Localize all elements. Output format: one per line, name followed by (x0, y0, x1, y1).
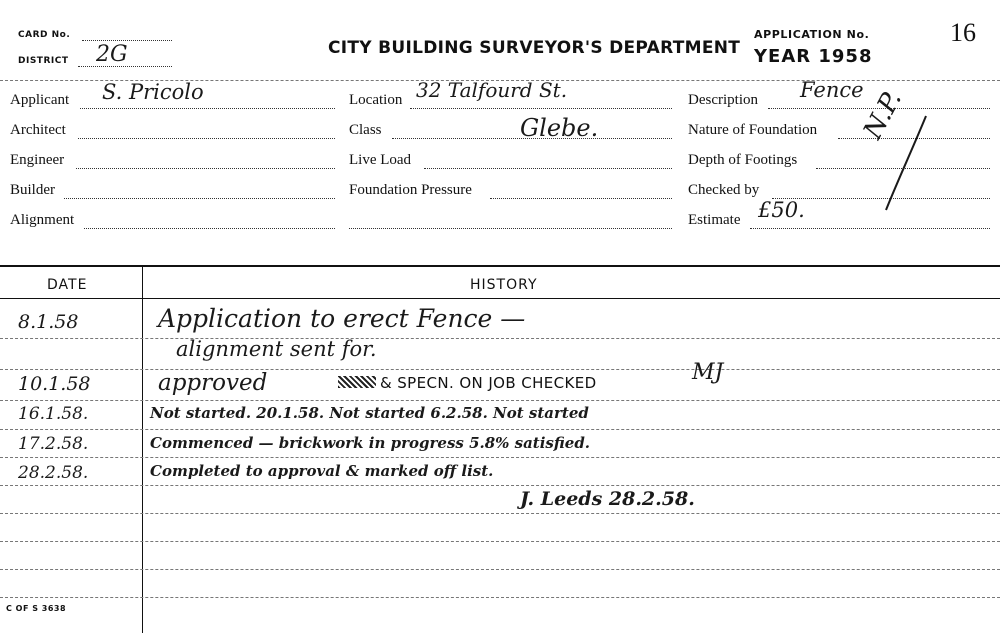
history-header: HISTORY (470, 277, 538, 293)
nature-of-foundation-label: Nature of Foundation (688, 122, 818, 138)
engineer-label: Engineer (10, 152, 65, 168)
history-row-stamp: & SPECN. ON JOB CHECKED (380, 374, 597, 392)
live-load-label: Live Load (349, 152, 412, 168)
alignment-label: Alignment (10, 212, 75, 228)
checked-by-label: Checked by (688, 182, 760, 198)
estimate-line (750, 228, 990, 229)
district-label: DISTRICT (18, 56, 69, 66)
description-value: Fence (800, 78, 864, 102)
history-header-border (0, 298, 1000, 299)
card-no-line (82, 40, 172, 41)
location-label: Location (349, 92, 403, 108)
rule-line (0, 485, 1000, 486)
history-row-date: 10.1.58 (18, 373, 91, 395)
architect-label: Architect (10, 122, 66, 138)
department-title: CITY BUILDING SURVEYOR'S DEPARTMENT (328, 38, 741, 58)
rule-line (0, 369, 1000, 370)
history-row-date: 17.2.58. (18, 434, 89, 454)
history-row-date: 8.1.58 (18, 311, 79, 333)
year-label: YEAR 1958 (754, 46, 873, 67)
history-row-entry: alignment sent for. (176, 337, 377, 361)
live-load-line (424, 168, 672, 169)
application-no-label: APPLICATION No. (754, 28, 870, 41)
description-label: Description (688, 92, 758, 108)
district-value: 2G (96, 42, 128, 67)
estimate-value: £50. (758, 198, 805, 222)
location-value: 32 Talfourd St. (416, 78, 568, 102)
application-number: 16 (950, 18, 976, 47)
struck-out-stamp-text (338, 376, 376, 388)
rule-line (0, 457, 1000, 458)
depth-of-footings-label: Depth of Footings (688, 152, 798, 168)
rule-line (0, 513, 1000, 514)
np-annotation: N.P. (858, 85, 908, 145)
rule-line (0, 400, 1000, 401)
foundation-pressure-line (490, 198, 672, 199)
history-top-border (0, 265, 1000, 267)
builder-line (64, 198, 335, 199)
applicant-label: Applicant (10, 92, 70, 108)
blank-line (349, 228, 672, 229)
alignment-line (84, 228, 335, 229)
class-value: Glebe. (520, 114, 599, 142)
foundation-pressure-label: Foundation Pressure (349, 182, 472, 198)
rule-line (0, 338, 1000, 339)
rule-line (0, 569, 1000, 570)
engineer-line (76, 168, 335, 169)
form-code: C OF S 3638 (6, 604, 67, 613)
history-row-entry: Not started. 20.1.58. Not started 6.2.58. Not started (150, 404, 589, 422)
builder-label: Builder (10, 182, 55, 198)
slash-mark (860, 110, 940, 220)
date-header: DATE (47, 277, 88, 293)
card-no-label: CARD No. (18, 30, 71, 40)
location-line (410, 108, 672, 109)
history-row-entry: Commenced — brickwork in progress 5.8% satisfied. (150, 434, 591, 452)
history-row-date: 28.2.58. (18, 463, 89, 483)
applicant-value: S. Pricolo (102, 80, 204, 104)
history-row-initials: MJ (692, 360, 724, 385)
date-column-divider (142, 265, 143, 633)
rule-line (0, 429, 1000, 430)
history-signature: J. Leeds 28.2.58. (520, 488, 695, 510)
class-label: Class (349, 122, 382, 138)
rule-line (0, 541, 1000, 542)
architect-line (78, 138, 335, 139)
history-row-entry: Application to erect Fence — (158, 304, 526, 333)
history-row-entry: Completed to approval & marked off list. (150, 462, 494, 480)
rule-line (0, 597, 1000, 598)
applicant-line (80, 108, 335, 109)
history-row-date: 16.1.58. (18, 404, 89, 424)
estimate-label: Estimate (688, 212, 741, 228)
history-row-entry: approved (158, 370, 268, 396)
